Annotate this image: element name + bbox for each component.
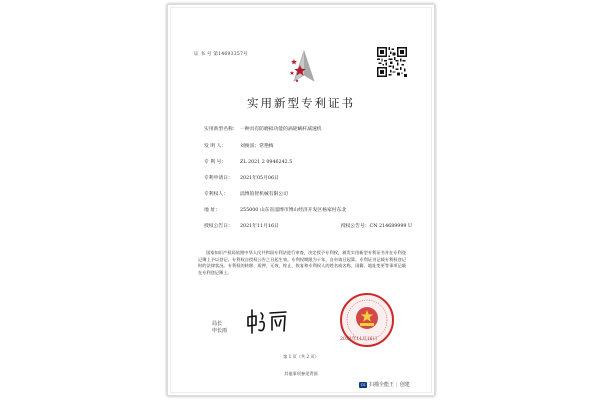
grant-date-row [204,224,412,230]
national-ip-emblem-icon [283,47,325,89]
field-label: 实用新型名称： [204,127,238,132]
director-title: 局长 [212,321,223,327]
certificate-body-text: 国家知识产权局依照中华人民共和国专利法进行审查，决定授予专利权，颁发实用新型专利证书并在专利登记簿上予以登记。专利权自授权公告之日起生效。专利权期限为十年，自申请日起算。专利证书记载专利权登记时的法律状况。专利权的转移、质押、无效、终止、恢复和专利权人的姓名或名称、国籍、地址变更等事项记载在专利登记簿上。 [198,250,406,275]
address-row [204,208,346,214]
signature-image [244,305,290,335]
field-value: 2021年11月16日 [240,224,279,229]
patent-certificate [167,4,435,396]
director-name: 申长雨 [212,328,228,334]
field-label: 专利申请日： [204,176,233,181]
scanner-separator: | [396,382,398,388]
patentee-row [204,192,288,198]
scanner-watermark [359,381,410,388]
scanner-app-name: 扫描全能王 [369,382,395,388]
filing-date-row [204,176,279,182]
grant-publication-number: 授权公告号：CN 214689999 U [340,224,413,229]
field-value: 2021年05月06日 [240,176,279,181]
camscanner-logo-icon: CS [360,382,366,387]
patent-number-row [204,160,292,166]
field-value: 255000 山东省淄博市博山经济开发区杨家村东北 [240,208,347,213]
field-label: 专利权人： [204,192,228,197]
scanner-action: 创建 [399,382,410,388]
field-value: 一种具有防磨损功能的涡轮蜗杆减速机 [240,127,322,132]
certificate-number: 证 书 号 第14693357号 [194,52,248,57]
footer-note: 其他事项参见背面 [284,371,318,376]
field-label: 授权公告日： [204,224,233,229]
seal-date: 2021年11月16日 [340,337,378,342]
utility-model-name-row [204,127,322,133]
field-label: 发 明 人： [204,144,227,149]
inventor-row [204,144,274,150]
field-value: 淄博铂智机械有限公司 [240,192,288,197]
certificate-title: 实用新型专利证书 [247,96,355,110]
qr-code-icon [377,47,407,77]
field-label: 专 利 号： [204,160,227,165]
director-block [212,321,227,335]
field-label: 地 址： [204,208,220,213]
page-number: 第 1 页（共 2 页） [283,354,319,359]
field-value: 刘俊富；常艳梅 [240,144,274,149]
field-value: ZL 2021 2 0946242.5 [240,160,293,165]
